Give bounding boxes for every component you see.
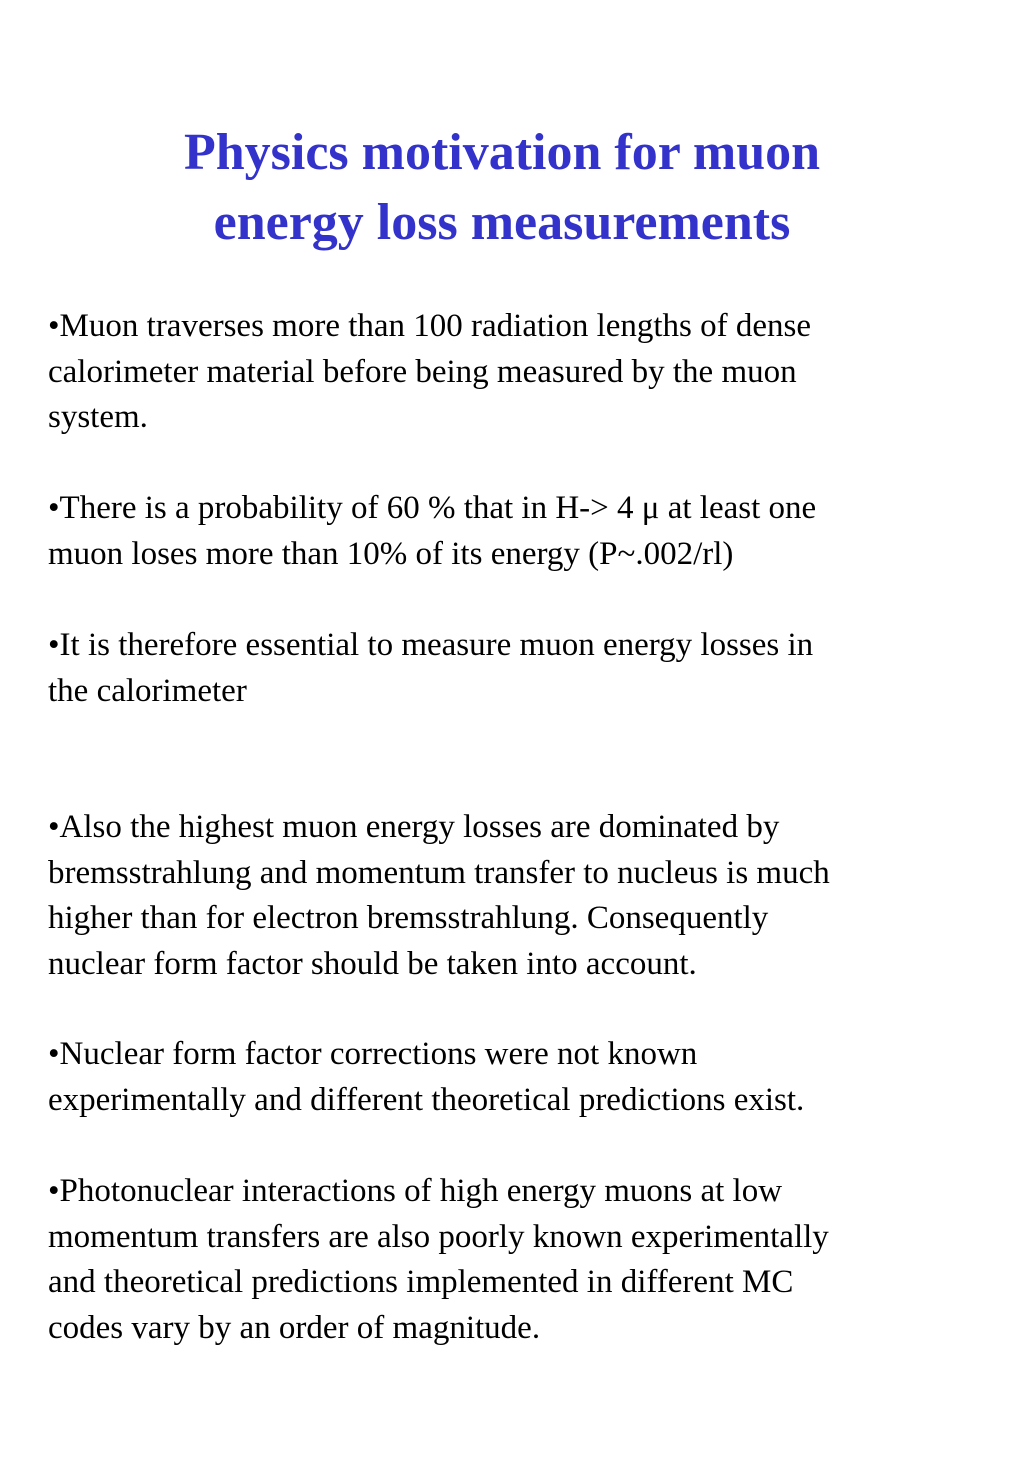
bullet-item: •Muon traverses more than 100 radiation lengths of dense calorimeter material before being measured by the muon system. bbox=[48, 308, 812, 435]
bullet-item: •It is therefore essential to measure muon energy losses in the calorimeter bbox=[48, 627, 814, 709]
bullet-item: •Nuclear form factor corrections were not known experimentally and different theoretical predictions exist. bbox=[48, 1036, 805, 1118]
bullet-item: •There is a probability of 60 % that in H-> 4 μ at least one muon loses more than 10% of its energy (P~.002/rl) bbox=[48, 490, 817, 572]
bullet-item: •Photonuclear interactions of high energy muons at low momentum transfers are also poorly known experimentally and theoretical predictions implemented in different MC codes vary by an order of magnitude. bbox=[48, 1173, 829, 1346]
slide-title: Physics motivation for muon energy loss measurements bbox=[183, 124, 821, 251]
bullet-item: •Also the highest muon energy losses are dominated by bremsstrahlung and momentum transfer to nucleus is much higher than for electron bremsstrahlung. Consequently nuclear form factor should be taken into account. bbox=[48, 809, 830, 982]
